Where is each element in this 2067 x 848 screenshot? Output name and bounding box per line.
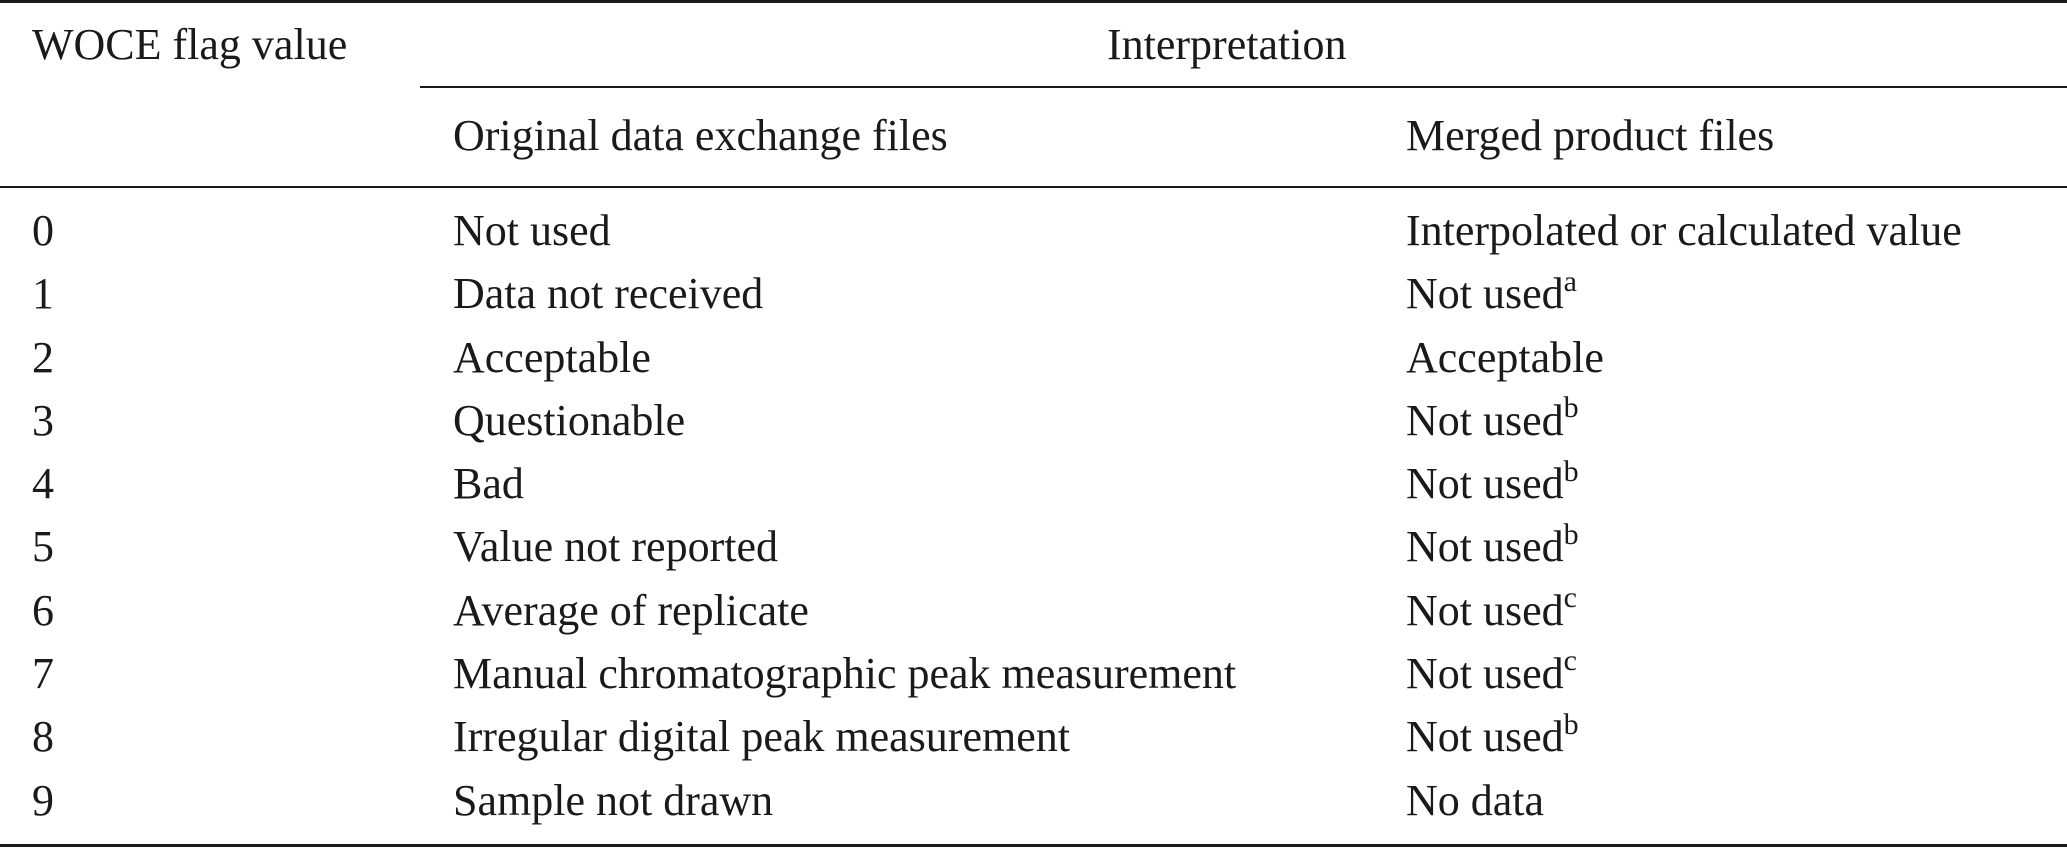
merged-interpretation-text: Interpolated or calculated value xyxy=(1406,206,1962,255)
merged-interpretation-cell xyxy=(1406,264,1577,320)
interpretation-spanner-rule xyxy=(420,86,2067,88)
flag-value-cell: 4 xyxy=(32,459,54,509)
table-row xyxy=(0,517,2067,584)
flag-value-cell: 1 xyxy=(32,269,54,319)
footnote-marker: b xyxy=(1563,517,1579,551)
flag-value-cell: 2 xyxy=(32,332,54,382)
original-interpretation-cell: Acceptable xyxy=(453,332,651,382)
table-body xyxy=(0,205,2067,838)
header-original-files: Original data exchange files xyxy=(453,111,948,160)
table-row xyxy=(0,644,2067,711)
flag-value-cell: 8 xyxy=(32,712,54,762)
merged-interpretation-cell xyxy=(1406,454,1579,510)
table-row xyxy=(0,391,2067,458)
table-row xyxy=(0,264,2067,331)
merged-interpretation-text: Not used xyxy=(1406,585,1564,635)
footnote-marker: a xyxy=(1563,264,1577,298)
table-row xyxy=(0,707,2067,774)
flag-value-cell: 3 xyxy=(32,395,54,445)
table-row xyxy=(0,205,2067,268)
header-merged-files: Merged product files xyxy=(1406,111,1775,160)
table-top-rule xyxy=(0,0,2067,3)
header-woce-flag-value: WOCE flag value xyxy=(32,20,348,69)
merged-interpretation-cell xyxy=(1406,775,1544,827)
flag-value-cell: 6 xyxy=(32,585,54,635)
original-interpretation-cell: Value not reported xyxy=(453,522,778,572)
flag-value-cell: 5 xyxy=(32,522,54,572)
merged-interpretation-text: Not used xyxy=(1406,712,1564,762)
merged-interpretation-text: Not used xyxy=(1406,395,1564,445)
merged-interpretation-cell xyxy=(1406,517,1579,573)
merged-interpretation-text: No data xyxy=(1406,775,1545,825)
original-interpretation-cell: Data not received xyxy=(453,269,764,319)
footnote-marker: c xyxy=(1563,644,1577,678)
merged-interpretation-text: Not used xyxy=(1406,459,1564,509)
footnote-marker: c xyxy=(1563,581,1577,615)
original-interpretation-cell: Irregular digital peak measurement xyxy=(453,712,1070,762)
merged-interpretation-text: Not used xyxy=(1406,522,1564,572)
merged-interpretation-cell xyxy=(1406,644,1577,700)
merged-interpretation-cell xyxy=(1406,205,1962,257)
footnote-marker: b xyxy=(1563,391,1579,425)
merged-interpretation-text: Not used xyxy=(1406,649,1564,699)
header-interpretation: Interpretation xyxy=(1107,20,1347,69)
original-interpretation-cell: Not used xyxy=(453,206,611,255)
original-interpretation-cell: Bad xyxy=(453,459,524,509)
flag-value-cell: 9 xyxy=(32,775,54,825)
table-row xyxy=(0,581,2067,648)
table-row xyxy=(0,775,2067,838)
flag-value-cell: 0 xyxy=(32,206,54,255)
table-bottom-rule xyxy=(0,844,2067,847)
merged-interpretation-cell xyxy=(1406,707,1579,763)
original-interpretation-cell: Manual chromatographic peak measurement xyxy=(453,649,1237,699)
header-bottom-rule xyxy=(0,186,2067,188)
merged-interpretation-cell xyxy=(1406,391,1579,447)
table-row xyxy=(0,454,2067,521)
merged-interpretation-cell xyxy=(1406,332,1604,384)
footnote-marker: b xyxy=(1563,707,1579,741)
flag-value-cell: 7 xyxy=(32,649,54,699)
original-interpretation-cell: Questionable xyxy=(453,395,686,445)
merged-interpretation-cell xyxy=(1406,581,1577,637)
original-interpretation-cell: Average of replicate xyxy=(453,585,809,635)
footnote-marker: b xyxy=(1563,454,1579,488)
merged-interpretation-text: Not used xyxy=(1406,269,1564,319)
table-row xyxy=(0,332,2067,395)
merged-interpretation-text: Acceptable xyxy=(1406,332,1604,382)
original-interpretation-cell: Sample not drawn xyxy=(453,775,774,825)
